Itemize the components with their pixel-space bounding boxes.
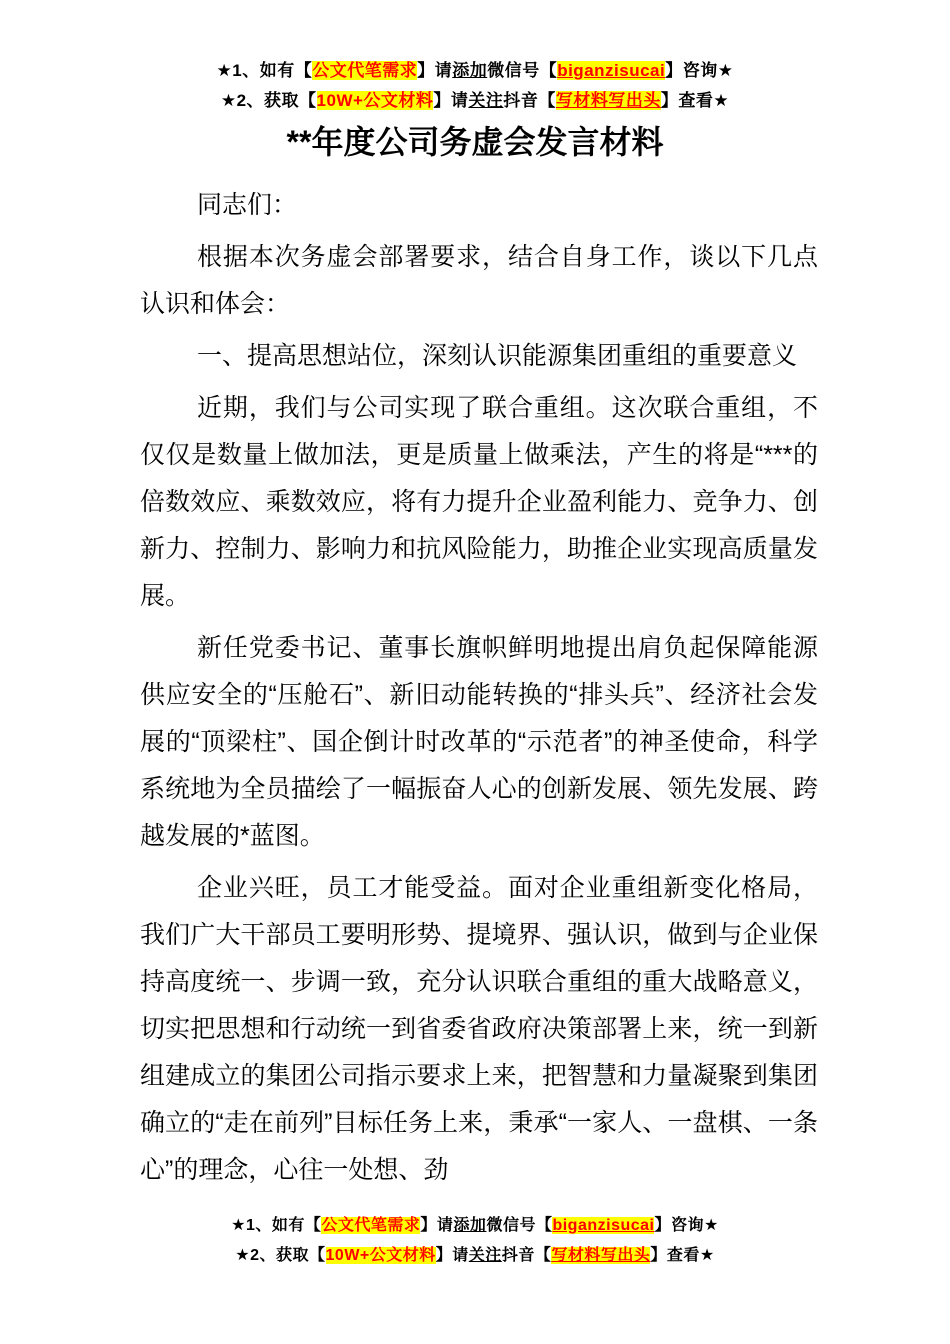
notice-text: 】咨询★ xyxy=(665,61,734,80)
notice-text: 】请 xyxy=(435,1247,469,1264)
paragraph-salutation: 同志们： xyxy=(197,191,298,219)
notice-text: ★1、如有【 xyxy=(231,1217,322,1234)
paragraph-body: 近期，我们与公司实现了联合重组。这次联合重组，不仅仅是数量上做加法，更是质量上做乘法，产生的将是“***的倍数效应、乘数效应，将有力提升企业盈利能力、竞争力、创新力、控制力、影响力和抗风险能力，助推企业实现高质量发展。 xyxy=(140,394,818,610)
notice-text: 】请 xyxy=(433,91,469,110)
notice-underline-text: 添加 xyxy=(452,61,488,80)
header-notice-line-1 xyxy=(0,56,950,86)
notice-text: 】咨询★ xyxy=(654,1217,719,1234)
notice-underline-text: 关注 xyxy=(468,91,504,110)
paragraph-body: 新任党委书记、董事长旗帜鲜明地提出肩负起保障能源供应安全的“压舱石”、新旧动能转换的“排头兵”、经济社会发展的“顶梁柱”、国企倒计时改革的“示范者”的神圣使命，科学系统地为全员描绘了一幅振奋人心的创新发展、领先发展、跨越发展的*蓝图。 xyxy=(140,634,818,850)
paragraph-intro: 根据本次务虚会部署要求，结合自身工作，谈以下几点认识和体会： xyxy=(140,243,818,318)
notice-highlight: 10W+公文材料 xyxy=(316,91,434,110)
notice-text: 】查看★ xyxy=(660,91,730,110)
notice-text: 微信号【 xyxy=(486,1217,553,1234)
notice-text: 抖音【 xyxy=(501,1247,552,1264)
header-notice xyxy=(0,56,950,116)
notice-text: ★1、如有【 xyxy=(216,61,313,80)
notice-highlight-link: biganzisucai xyxy=(557,61,666,80)
notice-underline-text: 关注 xyxy=(468,1247,502,1264)
notice-text: ★2、获取【 xyxy=(235,1247,326,1264)
notice-text: 】请 xyxy=(417,61,453,80)
notice-text: ★2、获取【 xyxy=(220,91,317,110)
paragraph-body: 企业兴旺，员工才能受益。面对企业重组新变化格局，我们广大干部员工要明形势、提境界、强认识，做到与企业保持高度统一、步调一致，充分认识联合重组的重大战略意义，切实把思想和行动统一到省委省政府决策部署上来，统一到新组建成立的集团公司指示要求上来，把智慧和力量凝聚到集团确立的“走在前列”目标任务上来，秉承“一家人、一盘棋、一条心”的理念，心往一处想、劲 xyxy=(140,874,818,1184)
header-notice-line-2 xyxy=(0,86,950,116)
document-body xyxy=(140,182,818,1199)
paragraph-section-heading: 一、提高思想站位，深刻认识能源集团重组的重要意义 xyxy=(197,342,798,370)
notice-text: 抖音【 xyxy=(503,91,556,110)
notice-text: 】查看★ xyxy=(650,1247,715,1264)
notice-highlight: 10W+公文材料 xyxy=(325,1247,436,1264)
notice-highlight-link: 写材料写出头 xyxy=(551,1247,651,1264)
notice-underline-text: 添加 xyxy=(453,1217,487,1234)
page-title: **年度公司务虚会发言材料 xyxy=(286,124,664,160)
footer-notice-line-1 xyxy=(0,1211,950,1241)
notice-highlight: 公文代笔需求 xyxy=(321,1217,421,1234)
notice-text: 微信号【 xyxy=(487,61,558,80)
notice-highlight-link: biganzisucai xyxy=(552,1217,655,1234)
footer-notice-line-2 xyxy=(0,1241,950,1271)
notice-highlight-link: 写材料写出头 xyxy=(555,91,661,110)
footer-notice xyxy=(0,1211,950,1271)
notice-highlight: 公文代笔需求 xyxy=(312,61,418,80)
notice-text: 】请 xyxy=(420,1217,454,1234)
